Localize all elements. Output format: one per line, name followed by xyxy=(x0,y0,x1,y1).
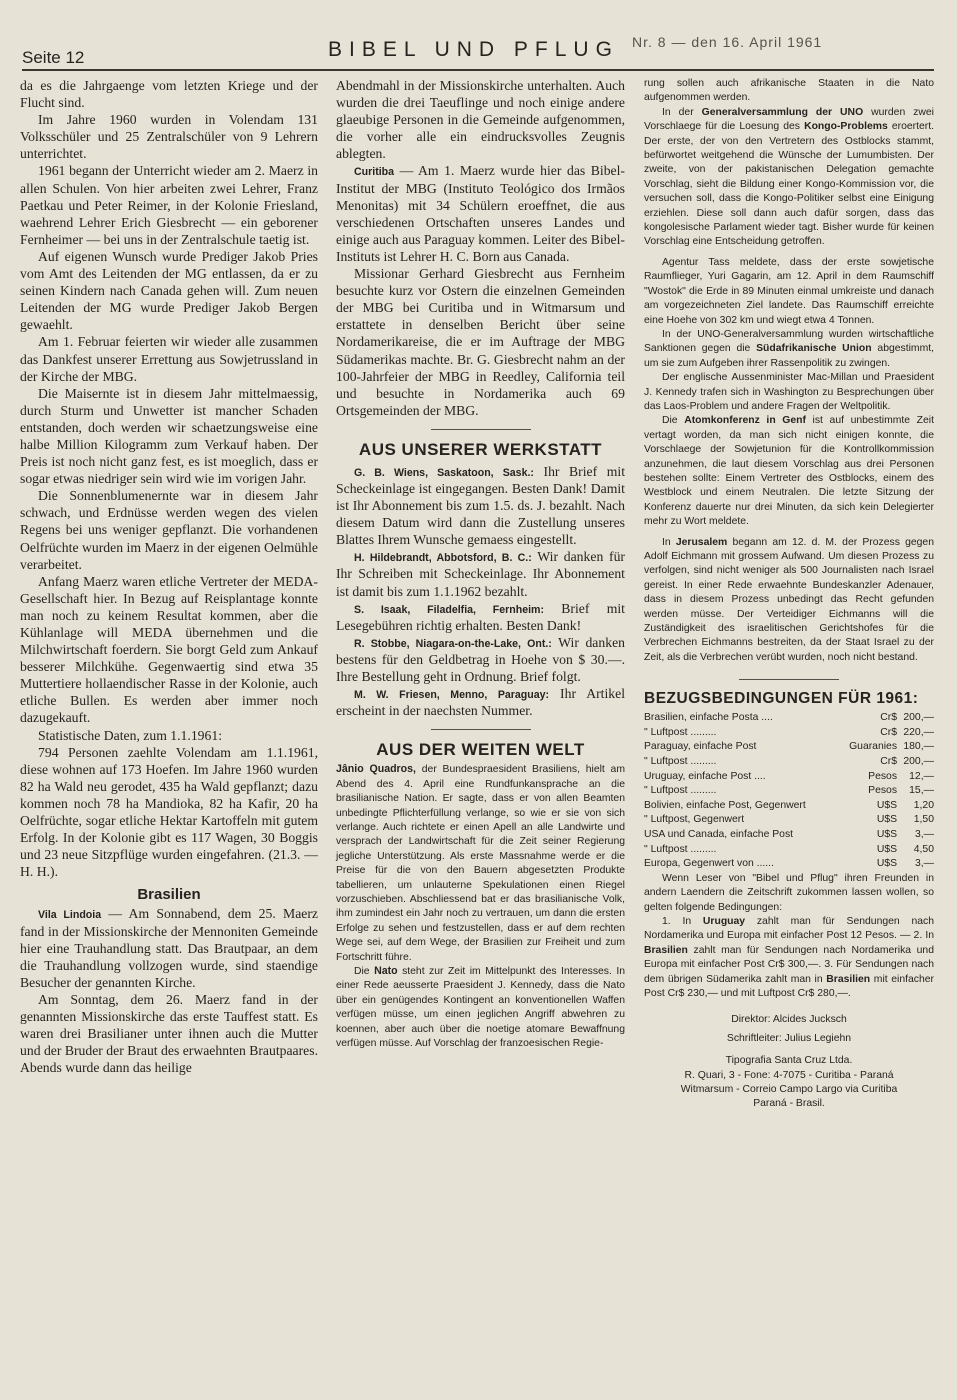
price-row: Bolivien, einfache Post, Gegenwert U$S 1,20 xyxy=(644,799,934,811)
paragraph: Missionar Gerhard Giesbrecht aus Fernheim besuchte kurz vor Ostern die einzelnen Gemeinden der MBG bei Curitiba und in Witmarsum und erstattete in denselben Bericht über seine Nordamerikareise, die er im Auftrage der MBG Südamerikas machte. Br. G. Giesbrecht nahm an der 100-Jahrfeier der MBG in Reedley, California teil und besuchte in Nordamerika auch 69 Ortsgemeinden der MBG. xyxy=(336,266,625,418)
place-heading: Vila Lindoia xyxy=(38,909,102,922)
paragraph: Am 1. Februar feierten wir wieder alle zusammen das Dankfest unserer Errettung aus Sowjetrussland in der Kirche der MBG. xyxy=(20,334,318,384)
direktor: Direktor: Alcides Jucksch xyxy=(731,1014,847,1026)
price-row: Uruguay, einfache Post .... Pesos 12,— xyxy=(644,770,934,782)
page-number: Seite 12 xyxy=(22,48,85,67)
schriftleiter: Schriftleiter: Julius Legiehn xyxy=(726,1032,852,1044)
column-2 xyxy=(336,77,625,1051)
separator xyxy=(739,679,839,680)
separator xyxy=(431,729,531,730)
price-row: " Luftpost, Gegenwert U$S 1,50 xyxy=(644,814,934,826)
column-1 xyxy=(20,77,318,1076)
price-row: " Luftpost ......... Cr$ 200,— xyxy=(644,756,934,768)
header-rule xyxy=(22,69,934,71)
price-row: Brasilien, einfache Posta .... Cr$ 200,— xyxy=(644,712,934,724)
news-item: Jânio Quadros, der Bundespraesident Brasiliens, hielt am Abend des 4. April eine Rundfunkansprache an die brasilianische Nation. Er sagte, dass er von allen Beamten unbedingte Pflichterfüllung verlange, so wie er sie von sich verlange. Auch richtete er einen Apell an alle Landwirte und versprach der Landwirtschaft für die Zeit seiner Regierung jegliche Unterstützung. Als erste Massnahme werde er die Preise für die von den Bauern abgesetzten Produkte tabellieren, um unlauterne Spekulationen einen Riegel vorzuschieben. Abschliessend bat er das brasilianische Volk, ihm zumindest ein Jahr noch zu vertrauen, um dann die ersten Erfolge zu sehen und festzustellen, dass er auf dem rechten Wege sei, auf dem Wege, der Brasilien zur Freiheit und zum Fortschritt führe. xyxy=(336,763,625,963)
news-item: In der Generalversammlung der UNO wurden zwei Vorschlaege für die Loesung des Kongo-Problems eroertert. Der erste, der von den Vertretern des Ostblocks stammt, befürwortet weitgehend die Wünsche der Lumumbisten. Der zweite, von der pakistanischen Delegation gemachte Vorschlag, sieht die Bildung einer Kongo-Kommission vor, die versuchen soll, dass die Kongo-Politiker selbst eine Einigung erziehlen. Diese soll dann auch dafür sorgen, dass das kongolesische Parlament wieder tagt. Bisher wurde für keinen Vorschlag eine Entscheidung getroffen. xyxy=(644,106,934,248)
paragraph: Anfang Maerz waren etliche Vertreter der MEDA-Gesellschaft hier. In Bezug auf Reisplantage konnte man noch zu keinem Resultat kommen, aber die Kühlanlage will MEDA übernehmen und die Milchwirtschaft foerdern. Sie borgt Geld zum Ankauf besserer Milchkühe. Gegenwaertig sind etwa 35 Muttertiere hollaendischer Rasse in der Kolonie, auch etliche Bullen. Es werden aber immer noch dazugekauft. xyxy=(20,573,318,726)
paragraph: Die Sonnenblumenernte war in diesem Jahr schwach, und Erdnüsse werden wegen des vielen Regens bei uns weniger gepflanzt. Die vorhandenen Oelfrüchte wurden im Maerz in der eigenen Oelmühle verarbeitet. xyxy=(20,488,318,572)
paragraph: Auf eigenen Wunsch wurde Prediger Jakob Pries vom Amt des Leitenden der MG entlassen, da er zu seinen Kindern nach Canada gehen will. Zum neuen Leitenden der MG wurde Prediger Jakob Bergen gewaehlt. xyxy=(20,248,318,333)
news-item: Agentur Tass meldete, dass der erste sowjetische Raumflieger, Yuri Gagarin, am 12. April in dem Raumschiff "Wostok" die Erde in 89 Minuten einmal umkreiste und danach am vorgezeichneten Ziel landete. Das Raumschiff erreichte eine Hoehe von 302 km und wiegt etwa 4 Tonnen. xyxy=(644,256,934,326)
news-item: rung sollen auch afrikanische Staaten in die Nato aufgenommen werden. xyxy=(644,78,934,104)
price-row: " Luftpost ......... U$S 4,50 xyxy=(644,843,934,855)
letter-entry: S. Isaak, Filadelfia, Fernheim: Brief mit Lesegebühren richtig erhalten. Besten Dank! xyxy=(336,600,625,633)
letter-entry: H. Hildebrandt, Abbotsford, B. C.: Wir danken für Ihr Schreiben mit Scheckeinlage. Ihr Abonnement ist damit bis zum 1.1.1962 bezahlt. xyxy=(336,549,625,599)
issue-date: Nr. 8 — den 16. April 1961 xyxy=(632,34,823,50)
place-heading: Curitiba xyxy=(354,166,395,179)
printer-address: Witmarsum - Correio Campo Largo via Curitiba xyxy=(680,1084,898,1096)
section-title-bezug: BEZUGSBEDINGUNGEN FÜR 1961: xyxy=(644,690,919,708)
bezug-text: Wenn Leser von "Bibel und Pflug" ihren Freunden in andern Laendern die Zeitschrift zukommen lassen wollen, so gelten folgende Bedingungen: xyxy=(644,872,934,913)
printer-address: R. Quari, 3 - Fone: 4-7075 - Curitiba - Paraná xyxy=(684,1069,894,1081)
paragraph: Im Jahre 1960 wurden in Volendam 131 Volksschüler und 25 Zentralschüler von 9 Lehrern unterrichtet. xyxy=(20,112,318,162)
separator xyxy=(431,429,531,430)
letter-entry: G. B. Wiens, Saskatoon, Sask.: Ihr Brief mit Scheckeinlage ist eingegangen. Besten Dank! Damit ist Ihr Abonnement bis zum 1.5. ds. J. bezahlt. Nach diesem Datum wird dann die Zustellung unseres Blattes Ihrem Wunsche gemaess eingestellt. xyxy=(336,463,625,548)
section-title-brasilien: Brasilien xyxy=(137,886,201,904)
letter-entry: R. Stobbe, Niagara-on-the-Lake, Ont.: Wir danken bestens für den Geldbetrag in Hoehe von $ 30.—. Ihre Bestellung geht in Ordnung. Brief folgt. xyxy=(336,634,625,684)
news-item: In der UNO-Generalversammlung wurden wirtschaftliche Sanktionen gegen die Südafrikanische Union abgestimmt, um sie zum Aufgeben ihrer Rassenpolitik zu zwingen. xyxy=(644,328,935,369)
price-row: USA und Canada, einfache Post U$S 3,— xyxy=(644,829,934,840)
printer-name: Tipografia Santa Cruz Ltda. xyxy=(725,1055,853,1067)
paragraph: 1961 begann der Unterricht wieder am 2. Maerz in allen Schulen. Von hier arbeiten zwei Lehrer, Franz Paetkau und Peter Reimer, in der Kolonie Friesland, waehrend Lehrer Erich Giesbrecht — ein geborener Fernheimer — bei uns in der Zentralschule taetig ist. xyxy=(20,163,318,247)
paragraph: da es die Jahrgaenge vom letzten Kriege und der Flucht sind. xyxy=(20,78,318,111)
paragraph: 794 Personen zaehlte Volendam am 1.1.1961, diese wohnen auf 173 Hoefen. Im Jahre 1960 wurden 82 ha Wald neu gerodet, 435 ha Wald gepflanzt; dazu kommen noch 78 ha Mandioka, 82 ha Kafir, 20 ha Oelfrüchte, sogar etliche Hektar Kartoffeln mit gutem Erfolg. In der Kolonie gibt es 117 Wagen, 30 Boggis und 23 neue Sitzpflüge wurden eingefahren. (21.3. — H. H.). xyxy=(20,744,318,880)
news-item: Der englische Aussenminister Mac-Millan und Praesident J. Kennedy trafen sich in Washington zu Besprechungen über das Laos-Problem und andere Fragen der Weltpolitik. xyxy=(644,372,934,412)
section-title-welt: AUS DER WEITEN WELT xyxy=(376,740,585,760)
paragraph: Statistische Daten, zum 1.1.1961: xyxy=(38,727,222,743)
news-item: Die Atomkonferenz in Genf ist auf unbestimmte Zeit vertagt worden, da man sich nicht einigen konnte, die Vorschlaege der Sowjetunion für die Kontrollkommission anzunehmen, die laut diesem Vorschlag aus drei Personen bestehen sollte: Einem Vertreter des Ostblocks, einem des Westblock und einem Neutralen. Die letzte Sitzung der Konferenz dauerte nur drei Minuten, da sich kein Delegierter mehr zu Wort meldete. xyxy=(644,415,935,528)
bezug-text: 1. In Uruguay zahlt man für Sendungen nach Nordamerika und Europa mit einfacher Post 12 Pesos. — 2. In Brasilien zahlt man für Sendungen nach Nordamerika und Europa mit einfacher Post Cr$ 300,—. 3. Für Sendungen nach dem übrigen Südamerika zahlt man in Brasilien mit einfacher Post Cr$ 230,— und mit Luftpost Cr$ 280,—. xyxy=(644,916,935,1000)
letter-entry: M. W. Friesen, Menno, Paraguay: Ihr Artikel erscheint in der naechsten Nummer. xyxy=(336,686,625,719)
price-row: Europa, Gegenwert von ...... U$S 3,— xyxy=(644,858,934,870)
price-row: " Luftpost ......... Cr$ 220,— xyxy=(644,726,934,738)
price-row: Paraguay, einfache Post Guaranies 180,— xyxy=(644,741,934,753)
section-title-werkstatt: AUS UNSERER WERKSTATT xyxy=(358,439,603,459)
paragraph: Die Maisernte ist in diesem Jahr mittelmaessig, durch Sturm und Unwetter ist mancher Schaden entstanden, doch werden wir schaetzungsweise eine halbe Million Kilogramm zum Verkauf haben. Der Preis ist noch nicht ganz fest, es ist moeglich, dass er sogar etwas niedriger sein wird wie im vorigen Jahr. xyxy=(20,385,318,487)
news-item: In Jerusalem begann am 12. d. M. der Prozess gegen Adolf Eichmann mit grossem Aufwand. Um diesen Prozess zu verfolgen, sind nicht weniger als 500 Journalisten nach Israel gereist. In einer Rede erwaehnte Bundeskanzler Adenauer, dass in diesem Prozess unbedingt das Recht gefunden werden müsse. Der Verteidiger Eichmanns will die Zuständigkeit des israelitischen Gerichtshofes für die Verbrechen Eichmanns bestreiten, da der Staat Israel zu der Zeit, als die Verbrechen verübt wurden, noch nicht bestand. xyxy=(644,536,934,663)
paragraph: Am Sonntag, dem 26. Maerz fand in der genannten Missionskirche das erste Tauffest statt. Es waren drei Brasilianer unter ihnen auch die Mutter und der Bruder der Braut des erwaehnten Brautpaares. Abends wurde dann das heilige xyxy=(20,991,318,1076)
printer-address: Paraná - Brasil. xyxy=(753,1098,825,1110)
price-table xyxy=(644,711,934,872)
news-item: Die Nato steht zur Zeit im Mittelpunkt des Interesses. In einer Rede aeusserte Praesident J. Kennedy, dass die Nato über ein genügendes Kontingent an konventionellen Waffen verfügen müsse, um einen jeglichen Angriff abwehren zu koennen, aber auch über die noetige atomare Bewaffnung verfügen müsse. Auf Vorschlag der franzoesischen Regie- xyxy=(336,964,626,1049)
paragraph: Abendmahl in der Missionskirche unterhalten. Auch wurden die drei Taeuflinge und noch einige andere glaeubige Personen in die Gemeinde aufgenommen, die vorher alle ein eindrucksvolles Zeugnis ablegten. xyxy=(336,78,625,162)
price-row: " Luftpost ......... Pesos 15,— xyxy=(644,785,934,797)
newspaper-title: BIBEL UND PFLUG xyxy=(328,38,619,61)
column-3 xyxy=(644,77,934,1112)
paragraph: Curitiba — Am 1. Maerz wurde hier das Bibel-Institut der MBG (Instituto Teológico dos Irmãos Menonitas) mit 34 Schülern eroeffnet, die aus verschiedenen Ortschaften unseres Landes und einige auch aus Paraguay kommen. Leiter des Bibel-Instituts ist Lehrer H. C. Born aus Canada. xyxy=(336,163,625,264)
paragraph: Vila Lindoia — Am Sonnabend, dem 25. Maerz fand in der Missionskirche der Mennoniten Gemeinde hier eine Trauhandlung statt. Das Brautpaar, an dem die Trauhandlung vollzogen wurde, sind staendige Besucher der genannten Kirche. xyxy=(20,906,319,990)
